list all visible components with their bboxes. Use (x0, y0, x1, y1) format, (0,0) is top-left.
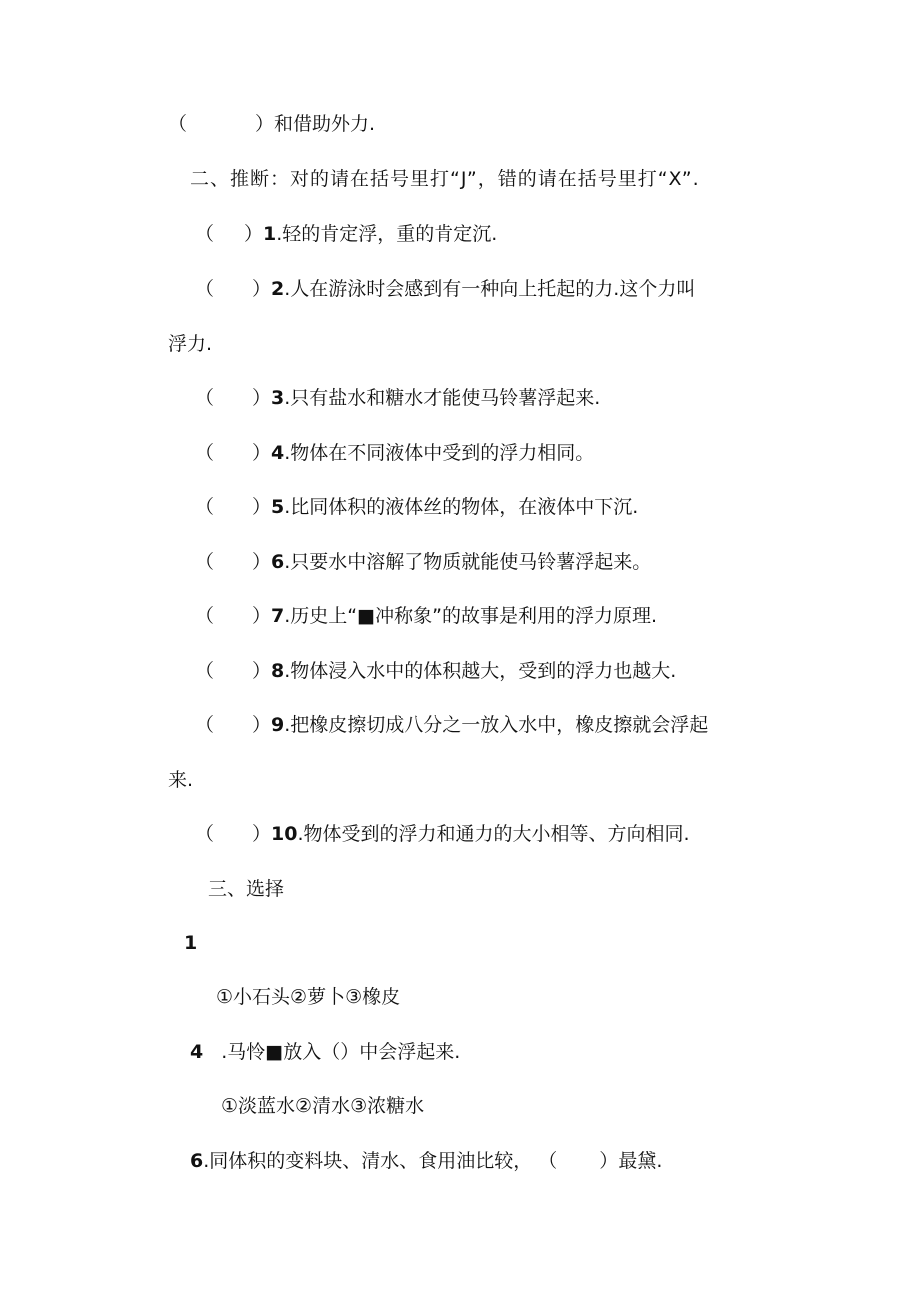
item-number: 6 (271, 551, 285, 573)
answer-blank-close: ） (252, 605, 272, 627)
intro-line (168, 111, 375, 137)
judgment-item-2 (195, 276, 695, 302)
answer-blank-open: （ (195, 278, 215, 300)
item-number: 2 (271, 278, 285, 300)
item-number: 9 (271, 714, 285, 736)
answer-blank-close: ） (252, 387, 272, 409)
answer-blank-close: ） (252, 496, 272, 518)
item-tail-text: 最黛. (618, 1150, 663, 1172)
answer-blank-close: ） (252, 442, 272, 464)
item-number: 4 (190, 1041, 204, 1063)
item-number: 6 (190, 1150, 204, 1172)
item-text: .物体受到的浮力和通力的大小相等、方向相同. (297, 823, 690, 845)
item-text: .同体积的变料块、清水、食用油比较， (203, 1150, 533, 1172)
judgment-item-1 (195, 221, 497, 247)
answer-blank-close: ） (252, 714, 272, 736)
choice-question-4 (190, 1039, 460, 1065)
choice-question-4-options: ①淡蓝水②清水③浓糖水 (221, 1095, 425, 1117)
answer-blank-open: （ (195, 714, 215, 736)
answer-blank-open: （ (168, 113, 188, 135)
answer-blank-open: （ (195, 442, 215, 464)
answer-blank-open: （ (195, 387, 215, 409)
choice-question-6 (190, 1148, 662, 1174)
answer-blank-close: ） (244, 223, 264, 245)
item-number: 4 (271, 442, 285, 464)
item-number: 1 (263, 223, 277, 245)
judgment-item-7 (195, 603, 657, 629)
judgment-item-5 (195, 494, 638, 520)
answer-blank-close: ） (252, 660, 272, 682)
answer-blank-open: （ (195, 223, 215, 245)
answer-blank-close: ） (599, 1150, 619, 1172)
judgment-item-9-continued: 来. (168, 769, 194, 791)
item-text: .物体浸入水中的体积越大，受到的浮力也越大. (284, 660, 677, 682)
answer-blank-open: （ (195, 605, 215, 627)
judgment-item-2-continued: 浮力. (168, 333, 213, 355)
item-number: 5 (271, 496, 285, 518)
answer-blank-open: （ (538, 1150, 558, 1172)
item-text: .比同体积的液体丝的物体，在液体中下沉. (284, 496, 639, 518)
judgment-item-10 (195, 821, 690, 847)
item-text: .只要水中溶解了物质就能使马铃薯浮起来。 (284, 551, 652, 573)
judgment-item-4 (195, 440, 594, 466)
answer-blank-close: ） (252, 278, 272, 300)
judgment-item-8 (195, 658, 676, 684)
judgment-item-6 (195, 549, 651, 575)
item-text: .历史上“■冲称象”的故事是利用的浮力原理. (284, 605, 657, 627)
answer-blank-close: ） (252, 551, 272, 573)
choice-question-1-number: 1 (184, 932, 198, 954)
item-number: 10 (271, 823, 298, 845)
answer-blank-open: （ (195, 496, 215, 518)
item-number: 7 (271, 605, 285, 627)
answer-blank-open: （ (195, 823, 215, 845)
item-text: .物体在不同液体中受到的浮力相同。 (284, 442, 595, 464)
item-text: .只有盐水和糖水才能使马铃薯浮起来. (284, 387, 601, 409)
section-3-title: 三、选择 (208, 878, 285, 900)
judgment-item-3 (195, 385, 600, 411)
item-text: .马怜■放入（）中会浮起来. (221, 1041, 461, 1063)
section-2-title: 二、推断：对的请在括号里打“J”，错的请在括号里打“X”. (190, 168, 700, 190)
judgment-item-9 (195, 712, 708, 738)
answer-blank-open: （ (195, 551, 215, 573)
item-text: .把橡皮擦切成八分之一放入水中，橡皮擦就会浮起 (284, 714, 709, 736)
item-number: 8 (271, 660, 285, 682)
item-text: .轻的肯定浮，重的肯定沉. (276, 223, 498, 245)
choice-question-1-options: ①小石头②萝卜③橡皮 (216, 986, 401, 1008)
item-number: 3 (271, 387, 285, 409)
answer-blank-open: （ (195, 660, 215, 682)
item-text: .人在游泳时会感到有一种向上托起的力.这个力叫 (284, 278, 696, 300)
intro-text: 和借助外力. (274, 113, 376, 135)
answer-blank-close: ） (252, 823, 272, 845)
answer-blank-close: ） (255, 113, 275, 135)
